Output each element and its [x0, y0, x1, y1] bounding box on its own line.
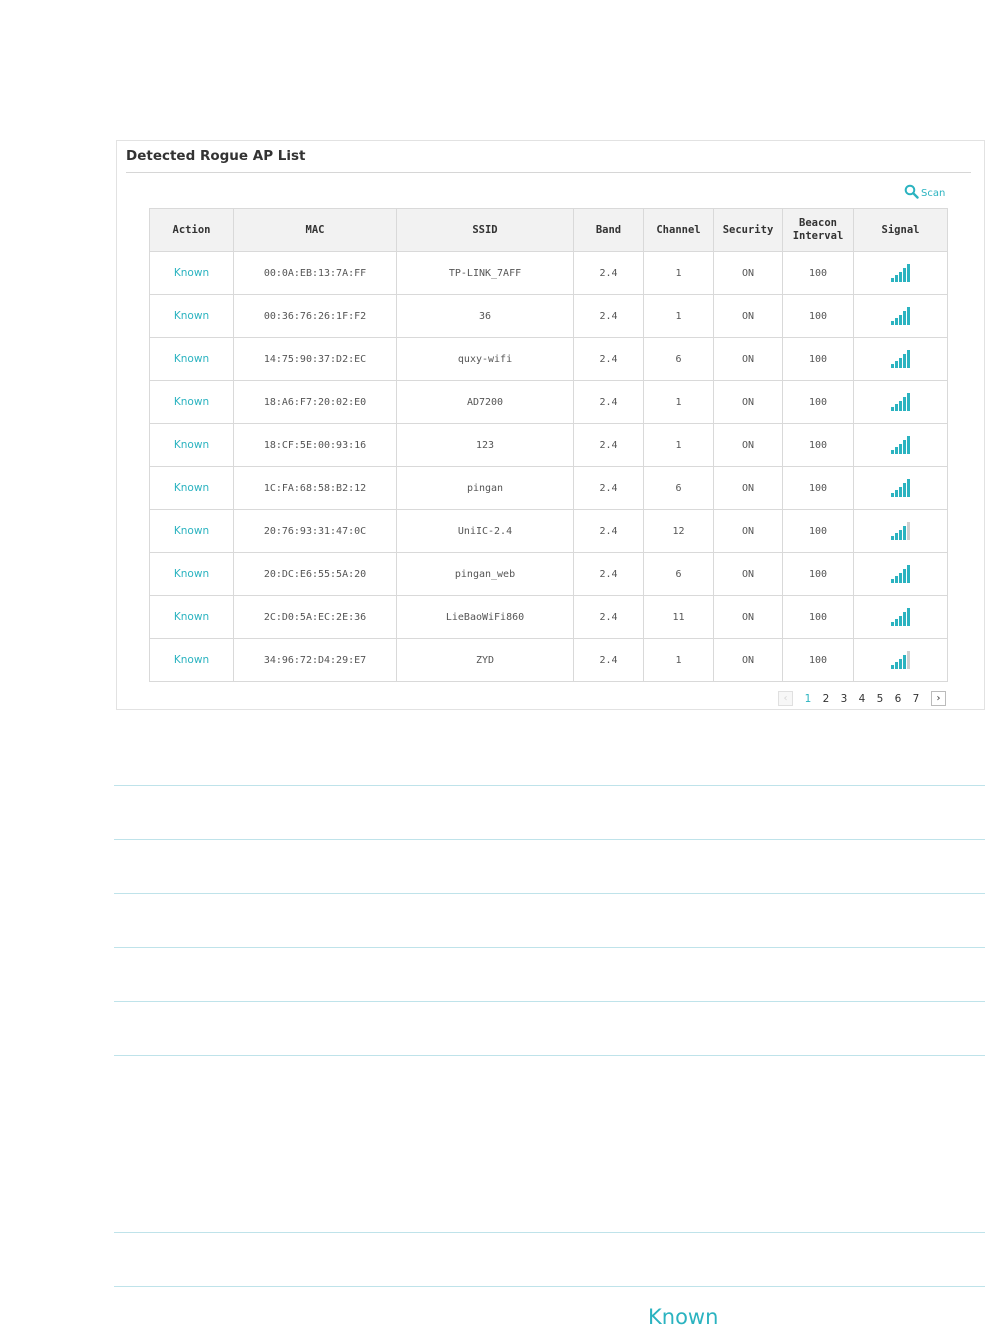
channel-cell: 6 — [644, 338, 714, 381]
band-cell: 2.4 — [574, 424, 644, 467]
band-cell: 2.4 — [574, 510, 644, 553]
beacon-interval-cell: 100 — [783, 510, 854, 553]
known-action-link[interactable]: Known — [150, 510, 234, 553]
ssid-cell: ZYD — [397, 639, 574, 682]
header-action: Action — [150, 209, 234, 252]
known-action-link[interactable]: Known — [150, 338, 234, 381]
band-cell: 2.4 — [574, 596, 644, 639]
signal-strength-icon — [891, 264, 910, 282]
mac-cell: 18:A6:F7:20:02:E0 — [234, 381, 397, 424]
known-action-link[interactable]: Known — [150, 596, 234, 639]
ssid-cell: pingan_web — [397, 553, 574, 596]
beacon-interval-cell: 100 — [783, 467, 854, 510]
signal-cell — [854, 510, 948, 553]
channel-cell: 6 — [644, 467, 714, 510]
signal-cell — [854, 596, 948, 639]
header-channel: Channel — [644, 209, 714, 252]
security-cell: ON — [714, 381, 783, 424]
page-5-button[interactable]: 5 — [876, 692, 884, 705]
rogue-ap-table — [149, 208, 948, 682]
ssid-cell: 123 — [397, 424, 574, 467]
divider-line — [114, 1001, 985, 1002]
table-row — [150, 424, 948, 467]
ssid-cell: AD7200 — [397, 381, 574, 424]
panel-title: Detected Rogue AP List — [126, 148, 306, 164]
search-icon — [904, 184, 919, 203]
page-numbers — [799, 693, 925, 705]
divider-line — [114, 1055, 985, 1056]
next-page-button[interactable] — [931, 691, 946, 706]
header-beacon-interval: Beacon Interval — [783, 209, 854, 252]
band-cell: 2.4 — [574, 553, 644, 596]
known-action-link[interactable]: Known — [150, 553, 234, 596]
mac-cell: 34:96:72:D4:29:E7 — [234, 639, 397, 682]
band-cell: 2.4 — [574, 252, 644, 295]
security-cell: ON — [714, 510, 783, 553]
beacon-interval-cell: 100 — [783, 252, 854, 295]
signal-cell — [854, 467, 948, 510]
known-label: Known — [648, 1305, 719, 1329]
signal-cell — [854, 338, 948, 381]
channel-cell: 6 — [644, 553, 714, 596]
known-action-link[interactable]: Known — [150, 295, 234, 338]
channel-cell: 1 — [644, 295, 714, 338]
beacon-interval-cell: 100 — [783, 639, 854, 682]
beacon-interval-cell: 100 — [783, 553, 854, 596]
mac-cell: 20:76:93:31:47:0C — [234, 510, 397, 553]
table-row — [150, 381, 948, 424]
divider-line — [114, 947, 985, 948]
channel-cell: 1 — [644, 381, 714, 424]
security-cell: ON — [714, 252, 783, 295]
page-6-button[interactable]: 6 — [894, 692, 902, 705]
security-cell: ON — [714, 424, 783, 467]
signal-strength-icon — [891, 307, 910, 325]
beacon-interval-cell: 100 — [783, 338, 854, 381]
mac-cell: 00:0A:EB:13:7A:FF — [234, 252, 397, 295]
scan-label: Scan — [921, 187, 946, 199]
header-mac: MAC — [234, 209, 397, 252]
security-cell: ON — [714, 639, 783, 682]
channel-cell: 11 — [644, 596, 714, 639]
band-cell: 2.4 — [574, 338, 644, 381]
channel-cell: 12 — [644, 510, 714, 553]
table-header-row — [150, 209, 948, 252]
known-action-link[interactable]: Known — [150, 467, 234, 510]
table-row — [150, 252, 948, 295]
signal-strength-icon — [891, 651, 910, 669]
divider-line — [114, 893, 985, 894]
table-body — [150, 252, 948, 682]
channel-cell: 1 — [644, 252, 714, 295]
security-cell: ON — [714, 338, 783, 381]
channel-cell: 1 — [644, 639, 714, 682]
header-signal: Signal — [854, 209, 948, 252]
table-row — [150, 510, 948, 553]
beacon-interval-cell: 100 — [783, 295, 854, 338]
mac-cell: 00:36:76:26:1F:F2 — [234, 295, 397, 338]
page-3-button[interactable]: 3 — [840, 692, 848, 705]
signal-strength-icon — [891, 350, 910, 368]
panel-title-divider — [126, 172, 971, 173]
table-row — [150, 596, 948, 639]
divider-line — [114, 839, 985, 840]
mac-cell: 2C:D0:5A:EC:2E:36 — [234, 596, 397, 639]
signal-cell — [854, 381, 948, 424]
mac-cell: 18:CF:5E:00:93:16 — [234, 424, 397, 467]
ssid-cell: quxy-wifi — [397, 338, 574, 381]
page-1-button[interactable]: 1 — [804, 692, 812, 705]
page-4-button[interactable]: 4 — [858, 692, 866, 705]
beacon-interval-cell: 100 — [783, 596, 854, 639]
channel-cell: 1 — [644, 424, 714, 467]
divider-line — [114, 1286, 985, 1287]
header-security: Security — [714, 209, 783, 252]
band-cell: 2.4 — [574, 295, 644, 338]
chevron-left-icon: ‹ — [783, 693, 788, 704]
header-band: Band — [574, 209, 644, 252]
table-row — [150, 639, 948, 682]
header-ssid: SSID — [397, 209, 574, 252]
mac-cell: 20:DC:E6:55:5A:20 — [234, 553, 397, 596]
table-row — [150, 553, 948, 596]
known-action-link[interactable]: Known — [150, 252, 234, 295]
signal-strength-icon — [891, 479, 910, 497]
divider-line — [114, 785, 985, 786]
ssid-cell: LieBaoWiFi860 — [397, 596, 574, 639]
security-cell: ON — [714, 467, 783, 510]
security-cell: ON — [714, 596, 783, 639]
ssid-cell: TP-LINK_7AFF — [397, 252, 574, 295]
signal-cell — [854, 639, 948, 682]
signal-strength-icon — [891, 608, 910, 626]
mac-cell: 1C:FA:68:58:B2:12 — [234, 467, 397, 510]
signal-strength-icon — [891, 522, 910, 540]
signal-cell — [854, 252, 948, 295]
table-row — [150, 338, 948, 381]
signal-cell — [854, 295, 948, 338]
pagination — [778, 691, 946, 706]
table-row — [150, 295, 948, 338]
ssid-cell: UniIC-2.4 — [397, 510, 574, 553]
scan-button[interactable] — [904, 184, 945, 202]
chevron-right-icon: › — [936, 693, 941, 704]
signal-cell — [854, 424, 948, 467]
signal-strength-icon — [891, 436, 910, 454]
divider-line — [114, 1232, 985, 1233]
mac-cell: 14:75:90:37:D2:EC — [234, 338, 397, 381]
rogue-ap-panel — [116, 140, 985, 710]
known-action-link[interactable]: Known — [150, 424, 234, 467]
beacon-interval-cell: 100 — [783, 381, 854, 424]
band-cell: 2.4 — [574, 639, 644, 682]
prev-page-button[interactable] — [778, 691, 793, 706]
beacon-interval-cell: 100 — [783, 424, 854, 467]
ssid-cell: pingan — [397, 467, 574, 510]
signal-cell — [854, 553, 948, 596]
page-7-button[interactable]: 7 — [912, 692, 920, 705]
page-2-button[interactable]: 2 — [822, 692, 830, 705]
band-cell: 2.4 — [574, 381, 644, 424]
table-row — [150, 467, 948, 510]
band-cell: 2.4 — [574, 467, 644, 510]
security-cell: ON — [714, 553, 783, 596]
signal-strength-icon — [891, 565, 910, 583]
known-action-link[interactable]: Known — [150, 639, 234, 682]
ssid-cell: 36 — [397, 295, 574, 338]
signal-strength-icon — [891, 393, 910, 411]
security-cell: ON — [714, 295, 783, 338]
known-action-link[interactable]: Known — [150, 381, 234, 424]
